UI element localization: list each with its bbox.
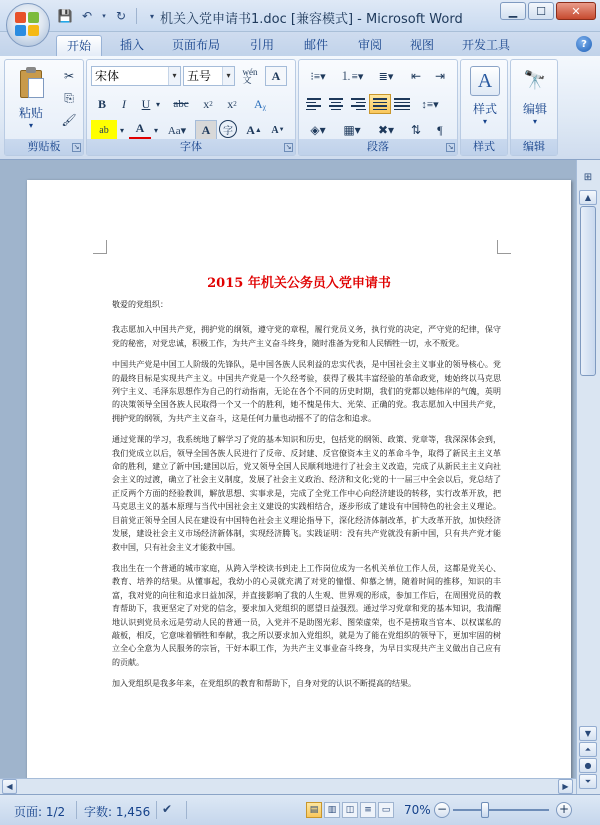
underline-icon[interactable]: U (141, 96, 151, 111)
chinese-layout-icon[interactable]: ✖▾ (377, 122, 395, 137)
decrease-indent-icon[interactable]: ⇤ (410, 68, 422, 83)
superscript-icon[interactable]: x 2 (227, 96, 237, 111)
title-bar (0, 0, 600, 32)
justify-icon[interactable] (369, 94, 391, 114)
clipboard-launcher-icon[interactable]: ↘ (73, 143, 80, 151)
scroll-up-icon[interactable]: ▲ (579, 190, 597, 205)
previous-page-icon[interactable]: ⏶ (579, 742, 597, 757)
shading-icon[interactable]: ◈▾ (310, 122, 326, 137)
shrink-font-icon[interactable]: A ▼ (271, 124, 285, 136)
char-shading-icon[interactable]: A (195, 120, 217, 140)
margin-corner-mark (497, 240, 511, 254)
word-count[interactable]: 字数: 1,456 (84, 805, 151, 819)
zoom-out-icon[interactable]: − (434, 802, 450, 818)
font-color-icon[interactable]: A (129, 120, 151, 140)
horizontal-scrollbar[interactable] (0, 778, 576, 794)
customize-qat-icon[interactable]: ▾ (149, 11, 154, 21)
phonetic-guide-icon[interactable]: wén 文 (242, 67, 258, 85)
align-right-icon[interactable] (347, 94, 369, 114)
chevron-down-icon: ▾ (168, 67, 180, 85)
font-group (86, 59, 296, 156)
paragraph: 中国共产党是中国工人阶级的先锋队，是中国各族人民利益的忠实代表，是中国社会主义事业的领导核心。党的最终目标是实现共产主义。中国共产党是一个久经考验，获得了极其丰富经验的革命政党，她始终以马克思列宁主义、毛泽东思想作为自己的行动指南，无论在各个不同的历史时期，我们的党都以她伟岸的气魄，英明的决策领导全国各族人民取得一个又一个的胜利，她不愧是伟大、光荣、正确的党。我志愿加入中国共产党，拥护党的纲领，为共产主义奋斗，这是任何力量也动摇不了的信念和追求。 (112, 360, 501, 423)
increase-indent-icon[interactable]: ⇥ (434, 68, 446, 83)
tab-developer[interactable]: 开发工具 (462, 38, 511, 52)
help-icon[interactable]: ? (576, 36, 592, 52)
distributed-icon[interactable] (391, 94, 413, 114)
zoom-slider-thumb[interactable] (481, 802, 489, 818)
italic-icon[interactable]: I (122, 96, 126, 111)
change-case-icon[interactable]: Aa▾ (167, 124, 187, 137)
font-size-value: 五号 (187, 69, 212, 83)
paste-button[interactable] (11, 66, 51, 130)
paragraph-group-label: 段落 (299, 139, 457, 155)
document-heading: 2015 年机关公务员入党申请书 (207, 276, 391, 291)
zoom-level[interactable]: 70% (404, 803, 431, 817)
ribbon (0, 56, 600, 160)
paragraph: 通过党课的学习，我系统地了解学习了党的基本知识和历史，包括党的纲领、政策、党章等，我深深体会到，我们党成立以后，领导全国各族人民进行了反帝、反封建、反官僚资本主义的革命斗争，取得了新民主主义革命的胜利，建立了新中国;建国以后，党又领导全国人民顺利地进行了社会主义改造，完成了从新民主主义向社会主义的过渡，确立了社会主义制度，发展了社会主义政治、经济和文化;党的十一届三中全会以后，党总结了正反两个方面的经验教训，解放思想、实事求是，完成了全党工作中心向经济建设的转移，实行改革开放，把马克思主义的基本原理与当代中国社会主义建设的实践相结合，逐步形成了建设有中国特色的社会主义理论。目前党正领导全国人民在建设有中国特色社会主义理论指导下，深化经济体制改革，扩大改革开放，加快经济发展，建设社会主义市场经济新体制，实现经济腾飞。实践证明：没有共产党就没有新中国，只有共产党才能救中国，只有社会主义才能救中国。 (112, 435, 501, 552)
font-size-select[interactable] (183, 66, 235, 86)
font-name-select[interactable] (91, 66, 181, 86)
chevron-down-icon[interactable]: ▾ (119, 125, 124, 135)
styles-group-label: 样式 (461, 139, 507, 155)
redo-icon[interactable]: ↻ (115, 9, 127, 23)
maximize-button[interactable]: ☐ (528, 2, 554, 20)
numbering-icon[interactable]: ⒈≡▾ (340, 71, 364, 83)
align-center-icon[interactable] (325, 94, 347, 114)
font-launcher-icon[interactable]: ↘ (285, 143, 292, 151)
line-spacing-icon[interactable]: ↕≡▾ (421, 98, 439, 111)
subscript-icon[interactable]: x 2 (203, 96, 213, 111)
enclose-char-icon[interactable]: 字 (219, 120, 237, 138)
paste-icon (16, 66, 46, 100)
minimize-button[interactable]: ▁ (500, 2, 526, 20)
styles-group (460, 59, 508, 156)
scroll-down-icon[interactable]: ▼ (579, 726, 597, 741)
font-name-value: 宋体 (95, 69, 120, 83)
outline-view-icon[interactable]: ≡ (360, 802, 376, 818)
paragraph: 我出生在一个普通的城市家庭，从跨入学校读书到走上工作岗位成为一名机关单位工作人员，这都是党关心、教育、培养的结果。从懂事起，我幼小的心灵就充满了对党的憧憬、仰慕之情，随着时间的推移，知识的丰富，我对党的向往和追求日益加深，并直接影响了我的人生观、世界观的形成，参加工作后，在周围党员的教育帮助下，我更坚定了对党的信念，要求加入党组织的愿望日益强烈。通过学习党章和党的基本知识，我清醒地认识到党员永远是劳动人民的普通一员，入党并不是助图光彩、图荣虚荣，也不是捞取当官本、以权谋私的敲板，相反，它意味着牺牲和奉献，我之所以要求加入党组织，就是为了能在党组织的领导下，更加牢固的树立全心全意为人民服务的宗旨，干好本职工作，为共产主义事业奋斗终身，为早日实现共产主义做出自己应有的贡献。 (112, 563, 501, 667)
window-title: 机关入党申请书1.doc [兼容模式] - Microsoft Word (160, 12, 463, 27)
next-page-icon[interactable]: ⏷ (579, 774, 597, 789)
office-button[interactable] (6, 3, 50, 47)
show-marks-icon[interactable]: ¶ (437, 122, 443, 137)
close-button[interactable]: ✕ (556, 2, 596, 20)
scroll-left-icon[interactable]: ◀ (2, 779, 17, 794)
zoom-slider[interactable] (453, 809, 549, 811)
chevron-down-icon: ▾ (532, 117, 537, 126)
bullets-icon[interactable]: ⁝≡▾ (310, 70, 326, 83)
bold-icon[interactable]: B (97, 96, 106, 111)
quick-access-toolbar (56, 6, 161, 26)
paragraph-greeting: 敬爱的党组织： (112, 300, 168, 309)
ribbon-tabs (0, 32, 600, 56)
document-page[interactable] (27, 180, 571, 794)
clipboard-group (4, 59, 84, 156)
tab-review[interactable]: 审阅 (358, 38, 383, 52)
print-layout-icon[interactable]: ▤ (306, 802, 322, 818)
grow-font-icon[interactable]: A ▲ (246, 122, 262, 137)
chevron-down-icon: ▾ (482, 117, 487, 126)
paragraph: 我志愿加入中国共产党，拥护党的纲领，遵守党的章程，履行党员义务，执行党的决定，严守党的纪律，保守党的秘密，对党忠诚，积极工作，为共产主义奋斗终身，随时准备为党和人民牺牲一切，永不叛党。 (112, 325, 501, 348)
paragraph-group (298, 59, 458, 156)
draft-view-icon[interactable]: ▭ (378, 802, 394, 818)
clipboard-group-label: 剪贴板 (5, 139, 83, 155)
zoom-in-icon[interactable]: + (556, 802, 572, 818)
scroll-right-icon[interactable]: ▶ (558, 779, 573, 794)
clear-formatting-icon[interactable]: Aᵪ (253, 96, 267, 111)
align-left-icon[interactable] (303, 94, 325, 114)
editing-label: 编辑 (522, 102, 547, 116)
web-layout-icon[interactable]: ◫ (342, 802, 358, 818)
margin-corner-mark (93, 240, 107, 254)
page-count[interactable]: 页面: 1/2 (14, 805, 66, 819)
tab-view[interactable]: 视图 (410, 38, 435, 52)
highlight-icon[interactable]: ab (91, 120, 117, 140)
format-painter-icon[interactable]: 🖌 (61, 113, 77, 127)
paragraph-launcher-icon[interactable]: ↘ (447, 143, 454, 151)
tab-page-layout[interactable]: 页面布局 (172, 38, 221, 52)
proofing-icon[interactable]: ✔ (162, 802, 173, 816)
borders-icon[interactable]: ▦▾ (343, 122, 361, 137)
strikethrough-icon[interactable]: abc (173, 98, 189, 110)
chevron-down-icon[interactable]: ▾ (153, 125, 158, 135)
editing-group-label: 编辑 (511, 139, 557, 155)
browse-object-icon[interactable]: ● (579, 758, 597, 773)
char-border-icon[interactable]: A (265, 66, 287, 86)
chevron-down-icon: ▾ (28, 121, 33, 130)
tab-mailings[interactable]: 邮件 (304, 38, 329, 52)
tab-home[interactable]: 开始 (56, 35, 102, 56)
chevron-down-icon: ▾ (222, 67, 234, 85)
document-area (0, 160, 576, 794)
window-controls (500, 2, 596, 20)
sort-icon[interactable]: ⇅ (410, 122, 422, 137)
styles-label: 样式 (472, 102, 497, 116)
vertical-scrollbar[interactable] (576, 160, 600, 794)
undo-icon[interactable]: ↶ (81, 9, 93, 23)
paste-label: 粘贴 (18, 106, 43, 120)
tab-references[interactable]: 引用 (250, 38, 275, 52)
styles-icon: A (470, 66, 500, 96)
cut-icon[interactable]: ✂ (63, 69, 75, 83)
ruler-toggle-icon[interactable]: ⊞ (583, 172, 593, 183)
styles-button[interactable] (465, 66, 505, 126)
full-screen-reading-icon[interactable]: ▥ (324, 802, 340, 818)
multilevel-list-icon[interactable]: ≣▾ (378, 70, 394, 83)
document-body[interactable] (112, 298, 501, 699)
editing-group (510, 59, 558, 156)
scroll-thumb[interactable] (580, 206, 596, 376)
paragraph: 加入党组织是我多年来，在党组织的教育和帮助下，自身对党的认识不断提高的结果。 (112, 679, 416, 689)
copy-icon[interactable]: ⎘ (64, 90, 74, 105)
chevron-down-icon[interactable]: ▾ (155, 99, 160, 109)
tab-insert[interactable]: 插入 (120, 38, 145, 52)
save-icon[interactable]: 💾 (57, 9, 73, 23)
undo-dropdown-icon[interactable]: ▾ (102, 12, 106, 20)
status-bar (0, 794, 600, 825)
find-binoculars-icon: 🔭 (523, 70, 547, 91)
font-group-label: 字体 (87, 139, 295, 155)
editing-button[interactable] (515, 66, 555, 126)
office-logo-icon (15, 12, 41, 38)
